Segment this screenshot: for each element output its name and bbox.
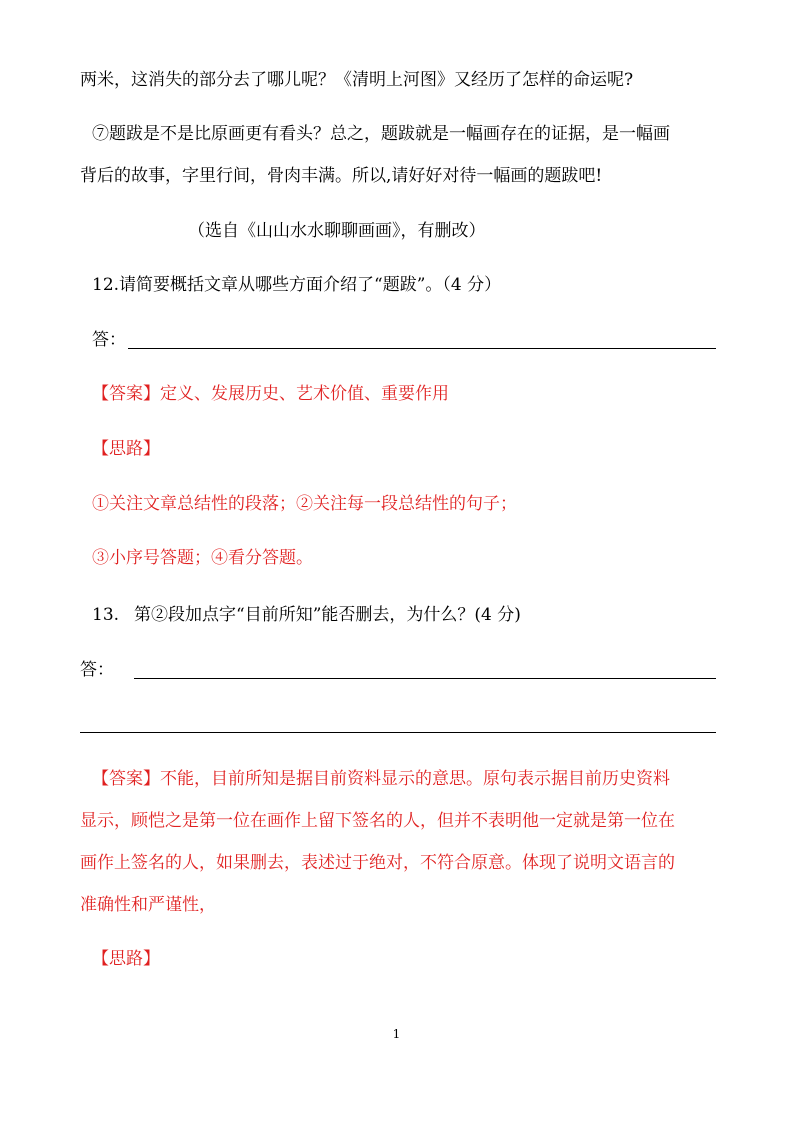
- q13-answer-line-1: [134, 678, 716, 679]
- q13-hint-label: 【思路】: [92, 949, 160, 969]
- question-13: 第②段加点字“目前所知”能否删去，为什么？(4 分): [134, 605, 521, 625]
- passage-line: 两米，这消失的部分去了哪儿呢？《清明上河图》又经历了怎样的命运呢?: [80, 70, 634, 90]
- q13-answer-line-4: 准确性和严谨性，: [80, 895, 216, 915]
- q12-hint-label: 【思路】: [92, 439, 160, 459]
- q12-hint-line-2: ③小序号答题；④看分答题。: [92, 548, 313, 568]
- page-number: 1: [392, 1027, 401, 1041]
- question-12: 12.请简要概括文章从哪些方面介绍了“题跋”。（4 分）: [92, 275, 502, 295]
- q13-answer-line-2: 显示，顾恺之是第一位在画作上留下签名的人，但并不表明他一定就是第一位在: [80, 811, 675, 831]
- q13-answer-line-3: 画作上签名的人，如果删去，表述过于绝对，不符合原意。体现了说明文语言的: [80, 853, 675, 873]
- q12-answer: 【答案】定义、发展历史、艺术价值、重要作用: [92, 384, 449, 404]
- paragraph-7-line-1: ⑦题跋是不是比原画更有看头？总之，题跋就是一幅画存在的证据，是一幅画: [92, 124, 670, 144]
- q13-answer-line-2: [80, 732, 716, 733]
- q13-answer-prompt: 答：: [80, 660, 114, 680]
- q12-answer-line: [128, 348, 716, 349]
- q13-number: 13.: [92, 605, 120, 625]
- source-citation: （选自《山山水水聊聊画画》，有删改）: [188, 221, 486, 241]
- paragraph-7-line-2: 背后的故事，字里行间，骨肉丰满。所以,请好好对待一幅画的题跋吧!: [80, 166, 603, 186]
- q13-answer-line-1: 【答案】不能，目前所知是据目前资料显示的意思。原句表示据目前历史资料: [92, 769, 670, 789]
- q12-answer-prompt: 答：: [92, 330, 126, 350]
- q12-hint-line-1: ①关注文章总结性的段落；②关注每一段总结性的句子；: [92, 494, 517, 514]
